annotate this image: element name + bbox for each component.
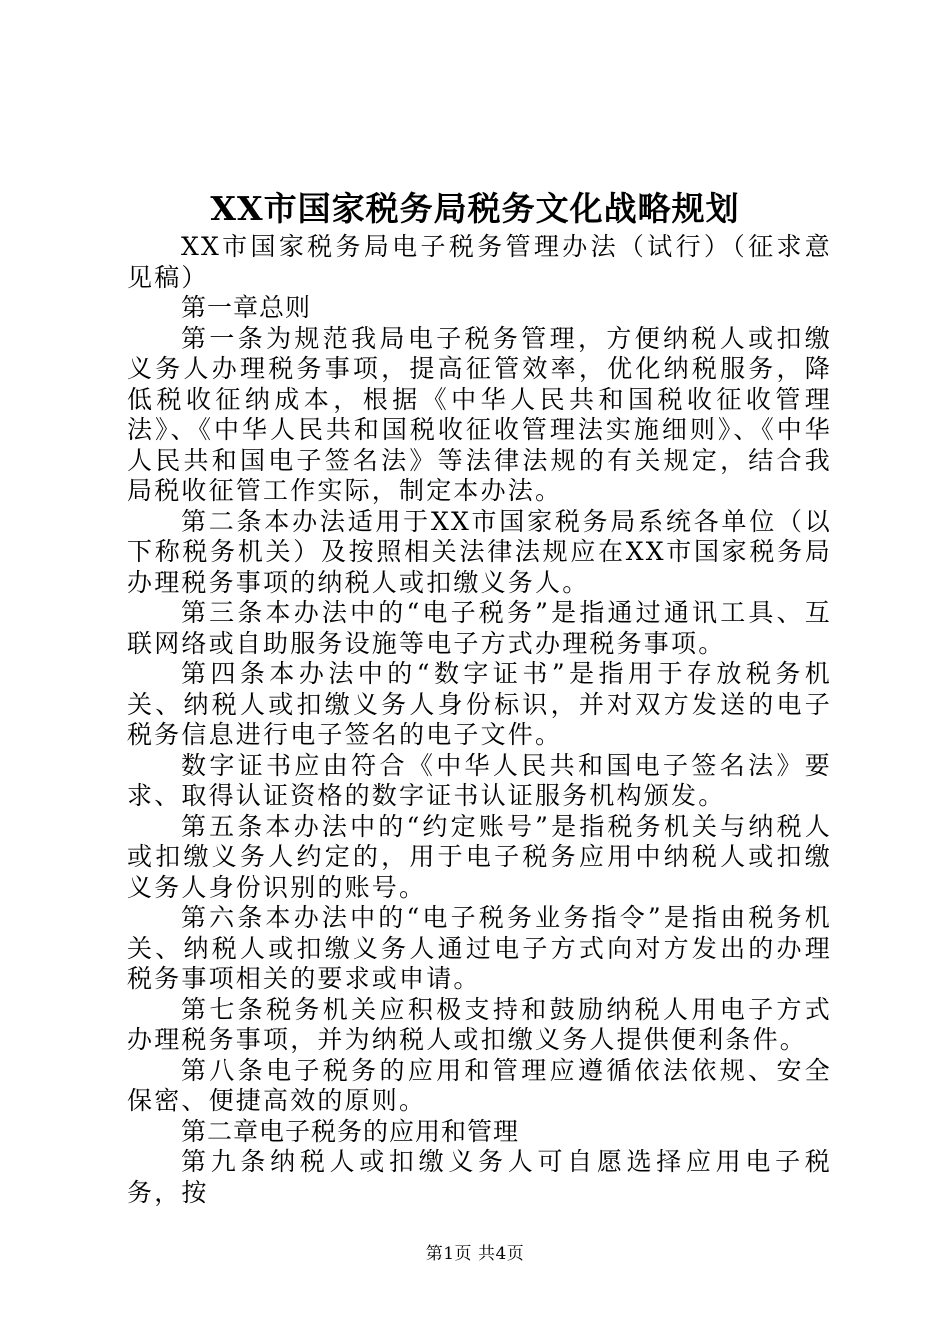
paragraph: 第二条本办法适用于XX市国家税务局系统各单位（以下称税务机关）及按照相关法律法规应在XX市国家税务局办理税务事项的纳税人或扣缴义务人。 — [127, 506, 832, 597]
paragraph: 第三条本办法中的“电子税务”是指通过通讯工具、互联网络或自助服务设施等电子方式办理税务事项。 — [127, 598, 832, 658]
paragraph: 第九条纳税人或扣缴义务人可自愿选择应用电子税务，按 — [127, 1147, 832, 1207]
paragraph: 第六条本办法中的“电子税务业务指令”是指由税务机关、纳税人或扣缴义务人通过电子方式向对方发出的办理税务事项相关的要求或申请。 — [127, 903, 832, 993]
paragraph: 第八条电子税务的应用和管理应遵循依法依规、安全保密、便捷高效的原则。 — [127, 1055, 832, 1115]
paragraph: 第一条为规范我局电子税务管理，方便纳税人或扣缴义务人办理税务事项，提高征管效率，优化纳税服务，降低税收征纳成本，根据《中华人民共和国税收征收管理法》、《中华人民共和国税收征收管理法实施细则》、《中华人民共和国电子签名法》等法律法规的有关规定，结合我局税收征管工作实际，制定本办法。 — [127, 323, 832, 505]
page-footer: 第1页 共4页 — [425, 1244, 525, 1264]
paragraph: 第五条本办法中的“约定账号”是指税务机关与纳税人或扣缴义务人约定的，用于电子税务应用中纳税人或扣缴义务人身份识别的账号。 — [127, 811, 832, 902]
paragraph: XX市国家税务局电子税务管理办法（试行）（征求意见稿） — [127, 232, 832, 292]
paragraph: 数字证书应由符合《中华人民共和国电子签名法》要求、取得认证资格的数字证书认证服务机构颁发。 — [127, 750, 832, 810]
paragraph: 第七条税务机关应积极支持和鼓励纳税人用电子方式办理税务事项，并为纳税人或扣缴义务人提供便利条件。 — [127, 994, 832, 1054]
chapter-heading: 第一章总则 — [181, 293, 312, 322]
chapter-heading: 第二章电子税务的应用和管理 — [181, 1116, 520, 1146]
paragraph: 第四条本办法中的“数字证书”是指用于存放税务机关、纳税人或扣缴义务人身份标识，并对双方发送的电子税务信息进行电子签名的电子文件。 — [127, 659, 832, 749]
document-title: XX市国家税务局税务文化战略规划 — [210, 189, 740, 228]
document-body — [127, 232, 832, 1208]
